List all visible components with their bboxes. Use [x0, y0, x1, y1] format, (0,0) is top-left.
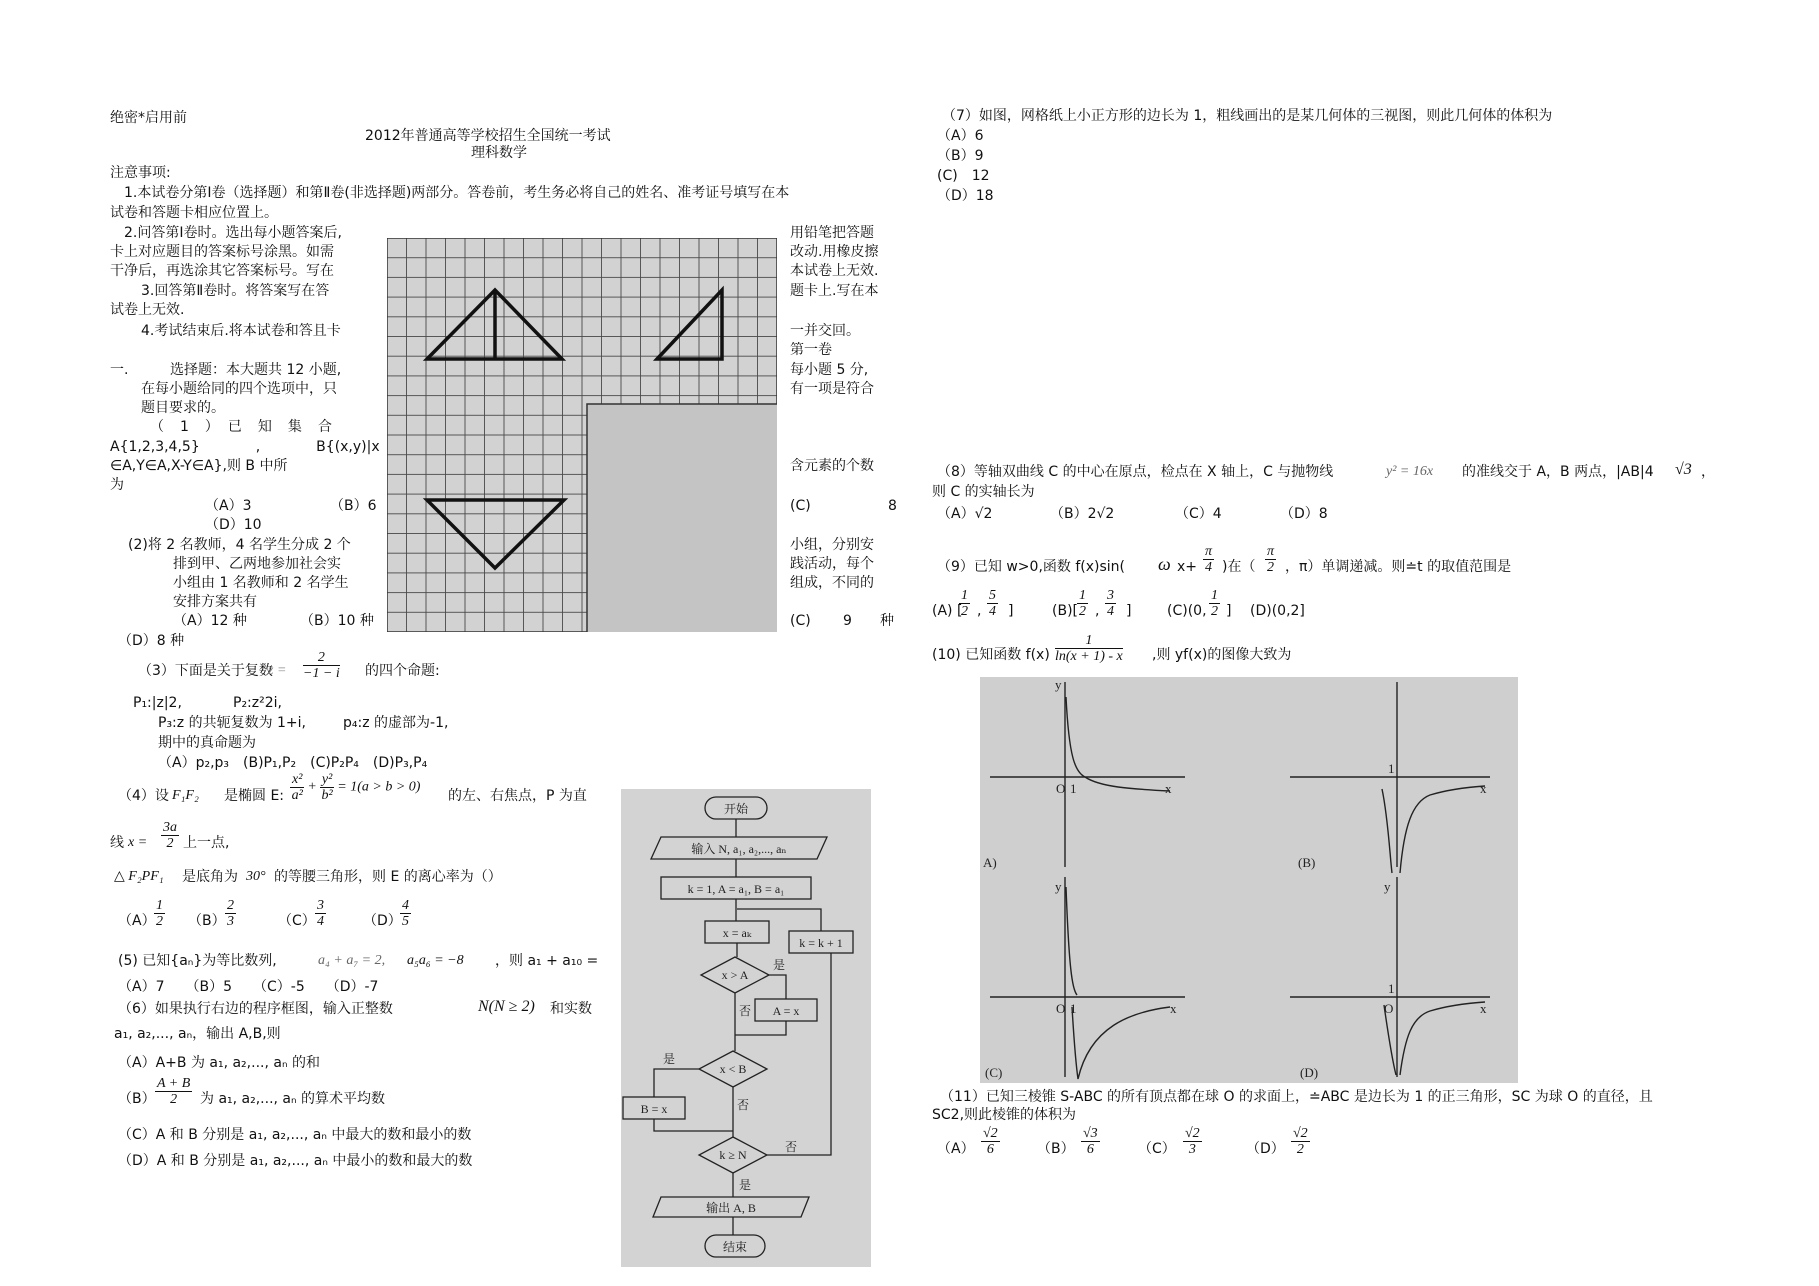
flow-start: 开始 — [723, 802, 749, 816]
q4-line-c: 的左、右焦点，P 为直 — [448, 788, 587, 804]
graph-c-one: 1 — [1070, 1001, 1077, 1016]
q7-option-a: （A）6 — [937, 128, 984, 144]
q4-option-b-fraction: $\frac{2}{3}$ — [227, 898, 234, 929]
q9-option-c: (C)(0, — [1167, 603, 1207, 619]
q2-right-b: 践活动，每个 — [790, 556, 874, 572]
q1-option-c: (C) — [790, 498, 811, 514]
q11-option-b: （B） — [1037, 1141, 1075, 1157]
q1-line-right: 含元素的个数 — [790, 458, 874, 474]
q11-line-b: SC2,则此棱锥的体积为 — [932, 1107, 1077, 1123]
q9-option-b-frac-2: $\frac{3}{4}$ — [1107, 588, 1114, 619]
flowchart-figure — [621, 789, 871, 1267]
section-1-line-a: 选择题：本大题共 12 小题, — [170, 362, 342, 378]
q2-option-a: （A）12 种 — [173, 613, 247, 629]
note-3b: 试卷上无效. — [110, 302, 185, 318]
q9-omega: ω — [1158, 554, 1171, 574]
graph-c-origin: O — [1056, 1001, 1066, 1016]
graph-b-one: 1 — [1388, 761, 1395, 776]
q9-option-b-frac-1: $\frac{1}{2}$ — [1079, 588, 1086, 619]
q9-option-c-end: ] — [1226, 603, 1232, 619]
q4-line-e: 上一点, — [183, 835, 230, 851]
q8-option-a: （A）√2 — [937, 506, 993, 522]
graph-a-label: A) — [983, 855, 997, 870]
q8-parabola: y² = 16x — [1386, 464, 1434, 479]
q1-line-b: A{1,2,3,4,5} , B{(x,y)|x — [110, 439, 380, 455]
q6-option-a: （A）A+B 为 a₁, a₂,..., aₙ 的和 — [118, 1055, 320, 1071]
q4-option-d: （D） — [363, 913, 402, 929]
note-2a: 2.问答第Ⅰ卷时。选出每小题答案后, — [124, 225, 342, 241]
flow-input: 输入 N, a₁, a₂,..., aₙ — [691, 842, 787, 856]
note-right-4: 题卡上.写在本 — [790, 283, 879, 299]
q11-option-a: （A） — [937, 1141, 975, 1157]
q2-line-c: 小组由 1 名教师和 2 名学生 — [173, 575, 349, 591]
q5-condition-1: a₄ + a₇ = 2, — [318, 953, 386, 968]
q9-option-b-comma: , — [1095, 603, 1100, 619]
q3-line-a: （3）下面是关于复数 — [138, 663, 273, 679]
notes-title: 注意事项: — [110, 165, 171, 181]
q4-foci: F₁F₂ — [172, 788, 199, 803]
flow-set-b: B = x — [640, 1102, 668, 1116]
q3-line-b: 的四个命题: — [365, 663, 440, 679]
q4-line-a: （4）设 — [118, 788, 169, 804]
graph-d-one: 1 — [1388, 981, 1395, 996]
flow-no-1: 否 — [739, 1004, 752, 1018]
function-graphs-figure — [980, 677, 1518, 1083]
q11-option-d-fraction: $\frac{√2}{2}$ — [1293, 1126, 1308, 1157]
q5-line-a: (5) 已知{aₙ}为等比数列, — [118, 953, 277, 969]
section-1-right-a: 每小题 5 分, — [790, 362, 869, 378]
graph-c-label: (C) — [985, 1065, 1003, 1080]
q7-line-a: （7）如图，网格纸上小正方形的边长为 1，粗线画出的是某几何体的三视图，则此几何体的体积为 — [942, 108, 1553, 124]
note-right-1: 用铅笔把答题 — [790, 225, 874, 241]
q8-line-c: ， — [1701, 464, 1715, 480]
q6-option-c: （C）A 和 B 分别是 a₁, a₂,..., aₙ 中最大的数和最小的数 — [118, 1127, 472, 1143]
exam-subject: 理科数学 — [471, 145, 527, 161]
q6-option-b-text: 为 a₁, a₂,..., aₙ 的算术平均数 — [200, 1091, 386, 1107]
flow-no-3: 否 — [785, 1140, 798, 1154]
q2-line-b: 排到甲、乙两地参加社会实 — [173, 556, 341, 572]
q9-line-d: ，π）单调递减。则≐t 的取值范围是 — [1285, 559, 1512, 575]
flow-cond-1: x > A — [721, 968, 749, 982]
q2-option-c-value: 9 — [843, 613, 852, 629]
graph-c-x: x — [1170, 1001, 1177, 1016]
q9-option-a-frac-2: $\frac{5}{4}$ — [989, 588, 996, 619]
q11-option-a-fraction: $\frac{√2}{6}$ — [983, 1126, 998, 1157]
q8-option-c: （C）4 — [1175, 506, 1222, 522]
secret-label: 绝密*启用前 — [110, 110, 187, 126]
flow-init: k = 1, A = a₁, B = a₁ — [687, 882, 785, 896]
q11-option-b-fraction: $\frac{√3}{6}$ — [1083, 1126, 1098, 1157]
graph-d-x: x — [1480, 1001, 1487, 1016]
q1-option-a: （A）3 — [205, 498, 252, 514]
graph-a-x: x — [1165, 781, 1172, 796]
flow-no-2: 否 — [737, 1098, 750, 1112]
flow-yes-3: 是 — [739, 1178, 752, 1192]
flow-cond-3: k ≥ N — [719, 1148, 747, 1162]
section-1-title: 第一卷 — [790, 342, 832, 358]
q7-option-b: （B）9 — [937, 148, 984, 164]
flow-assign: x = aₖ — [722, 926, 752, 940]
q4-option-b: （B） — [188, 913, 226, 929]
q1-line-a: （ 1 ） 已 知 集 合 — [150, 419, 333, 435]
graph-d-label: (D) — [1300, 1065, 1319, 1080]
graph-d-origin: O — [1384, 1001, 1394, 1016]
q3-prop-1: P₁:|z|2, — [133, 695, 182, 711]
q11-line-a: （11）已知三棱锥 S-ABC 的所有顶点都在球 O 的求面上，≐ABC 是边长为 1 的正三角形，SC 为球 O 的直径，且 — [940, 1089, 1653, 1105]
note-3a: 3.回答第Ⅱ卷时。将答案写在答 — [141, 283, 330, 299]
three-view-figure — [387, 238, 777, 632]
q6-option-d: （D）A 和 B 分别是 a₁, a₂,..., aₙ 中最小的数和最大的数 — [118, 1153, 473, 1169]
q9-option-c-frac: $\frac{1}{2}$ — [1211, 588, 1218, 619]
note-right-3: 本试卷上无效. — [790, 263, 879, 279]
graph-c-y: y — [1055, 879, 1062, 894]
flow-cond-2: x < B — [719, 1062, 747, 1076]
q2-right-a: 小组，分别安 — [790, 537, 874, 553]
q4-line-d: 线 — [110, 835, 124, 851]
note-right-5: 一并交回。 — [790, 323, 860, 339]
note-2c: 干净后，再选涂其它答案标号。写在 — [110, 263, 334, 279]
graph-d-y: y — [1384, 879, 1391, 894]
flow-yes-1: 是 — [773, 958, 786, 972]
q6-line-a: （6）如果执行右边的程序框图，输入正整数 — [118, 1001, 393, 1017]
graph-a-origin: O — [1056, 781, 1066, 796]
q2-option-c: (C) — [790, 613, 811, 629]
q2-option-d: （D）8 种 — [118, 633, 185, 649]
q3-z: z = — [268, 663, 287, 678]
note-2b: 卡上对应题目的答案标号涂黑。如需 — [110, 244, 334, 260]
q6-line-c: a₁, a₂,..., aₙ，输出 A,B,则 — [114, 1026, 281, 1042]
q4-ellipse-equation: $\frac{\text{x²}}{\text{a²}}$ + $\frac{\text{y²}}{\text{b²}}$ = 1(a > b > 0) — [291, 772, 421, 803]
q5-line-d: ，则 a₁ + a₁₀ = — [495, 953, 599, 969]
q5-condition-2: a₅a₆ = −8 — [407, 953, 464, 968]
flow-yes-2: 是 — [663, 1052, 676, 1066]
section-1-right-b: 有一项是符合 — [790, 381, 874, 397]
q8-root: √3 — [1675, 461, 1692, 478]
q6-n: N(N ≥ 2) — [478, 998, 535, 1015]
q4-line-g: 是底角为 — [182, 869, 238, 885]
q9-option-b-end: ] — [1126, 603, 1132, 619]
q1-option-b: （B）6 — [330, 498, 377, 514]
q4-option-c: （C） — [278, 913, 316, 929]
q9-line-c: )在（ — [1222, 559, 1256, 575]
q2-line-d: 安排方案共有 — [173, 594, 257, 610]
q10-line-b: ,则 yf(x)的图像大致为 — [1152, 647, 1292, 663]
note-1b: 试卷和答题卡相应位置上。 — [110, 205, 278, 221]
q1-line-c: ∈A,Y∈A,X-Y∈A},则 B 中所 — [110, 458, 288, 474]
q8-line-b: 的准线交于 A，B 两点，|AB|4 — [1462, 464, 1654, 480]
q9-option-a: (A) [ — [932, 603, 963, 619]
graph-b-x: x — [1480, 781, 1487, 796]
q7-option-d: （D）18 — [937, 188, 994, 204]
q2-option-c-unit: 种 — [880, 613, 894, 629]
q4-option-a-fraction: $\frac{1}{2}$ — [156, 898, 163, 929]
q4-x-equals: x = — [128, 835, 148, 850]
q4-line-h: 的等腰三角形，则 E 的离心率为（） — [274, 869, 502, 885]
note-right-2: 改动.用橡皮擦 — [790, 244, 879, 260]
flow-output: 输出 A, B — [706, 1201, 756, 1215]
q2-line-a: (2)将 2 名教师，4 名学生分成 2 个 — [128, 537, 351, 553]
q4-option-a: （A） — [118, 913, 156, 929]
q3-line-c: 期中的真命题为 — [158, 735, 256, 751]
q10-fraction: $\frac{1}{\ln(x + 1) - x}$ — [1055, 633, 1123, 664]
q9-pi-over-2: $\frac{\pi}{2}$ — [1267, 544, 1275, 575]
note-1a: 1.本试卷分第Ⅰ卷（选择题）和第Ⅱ卷(非选择题)两部分。答卷前，考生务必将自己的姓名、准考证号填写在本 — [124, 185, 790, 201]
q3-fraction: $\frac{2}{-1 - i}$ — [303, 650, 340, 681]
flow-set-a: A = x — [772, 1004, 800, 1018]
q3-options: （A）p₂,p₃ (B)P₁,P₂ (C)P₂P₄ (D)P₃,P₄ — [158, 755, 428, 771]
section-1-line-b: 在每小题给同的四个选项中，只 — [141, 381, 337, 397]
q8-line-a: （8）等轴双曲线 C 的中心在原点，检点在 X 轴上，C 与抛物线 — [937, 464, 1334, 480]
q9-option-a-end: ] — [1008, 603, 1014, 619]
flow-increment: k = k + 1 — [799, 936, 843, 950]
q4-option-c-fraction: $\frac{3}{4}$ — [317, 898, 324, 929]
q11-option-c: （C） — [1138, 1141, 1176, 1157]
q9-option-b: (B)[ — [1052, 603, 1078, 619]
q4-line-b: 是椭圆 E: — [224, 788, 285, 804]
q8-option-b: （B）2√2 — [1050, 506, 1115, 522]
q3-prop-4: p₄:z 的虚部为-1, — [343, 715, 449, 731]
flow-end: 结束 — [722, 1240, 748, 1254]
q1-option-c-value: 8 — [888, 498, 897, 514]
q6-option-b: （B） — [118, 1091, 156, 1107]
section-1-line-c: 题目要求的。 — [141, 400, 225, 416]
section-1-number: 一. — [110, 362, 129, 378]
q2-right-c: 组成，不同的 — [790, 575, 874, 591]
q8-line-d: 则 C 的实轴长为 — [932, 484, 1035, 500]
q9-pi-over-4: $\frac{\pi}{4}$ — [1205, 544, 1213, 575]
q3-prop-3: P₃:z 的共轭复数为 1+i, — [158, 715, 306, 731]
q4-option-d-fraction: $\frac{4}{5}$ — [402, 898, 409, 929]
q9-option-a-comma: , — [977, 603, 982, 619]
q4-triangle: △ F₂PF₁ — [114, 869, 164, 884]
q9-line-b: x+ — [1177, 559, 1198, 575]
q9-option-d: (D)(0,2] — [1250, 603, 1305, 619]
graph-a-one: 1 — [1070, 781, 1077, 796]
graph-a-y: y — [1055, 677, 1062, 692]
q7-option-c: (C) 12 — [937, 168, 990, 184]
q2-option-b: （B）10 种 — [300, 613, 374, 629]
q9-option-a-frac-1: $\frac{1}{2}$ — [961, 588, 968, 619]
q6-line-b: 和实数 — [550, 1001, 592, 1017]
graph-b-label: (B) — [1298, 855, 1316, 870]
q11-option-c-fraction: $\frac{√2}{3}$ — [1185, 1126, 1200, 1157]
q4-degrees: 30° — [246, 869, 266, 884]
q10-line-a: (10) 已知函数 f(x) — [932, 647, 1050, 663]
q1-option-d: （D）10 — [205, 517, 262, 533]
q5-options: （A）7 （B）5 （C）-5 （D）-7 — [118, 979, 379, 995]
q4-x-fraction: $\frac{3a}{2}$ — [163, 820, 177, 851]
q6-option-b-fraction: $\frac{A + B}{2}$ — [157, 1076, 191, 1107]
q9-line-a: （9）已知 w>0,函数 f(x)sin( — [937, 559, 1126, 575]
q8-option-d: （D）8 — [1280, 506, 1328, 522]
note-4: 4.考试结束后.将本试卷和答且卡 — [141, 323, 341, 339]
q11-option-d: （D） — [1246, 1141, 1285, 1157]
exam-title: 2012年普通高等学校招生全国统一考试 — [365, 128, 611, 144]
q1-line-d: 为 — [110, 477, 124, 493]
q3-prop-2: P₂:z²2i, — [233, 695, 282, 711]
